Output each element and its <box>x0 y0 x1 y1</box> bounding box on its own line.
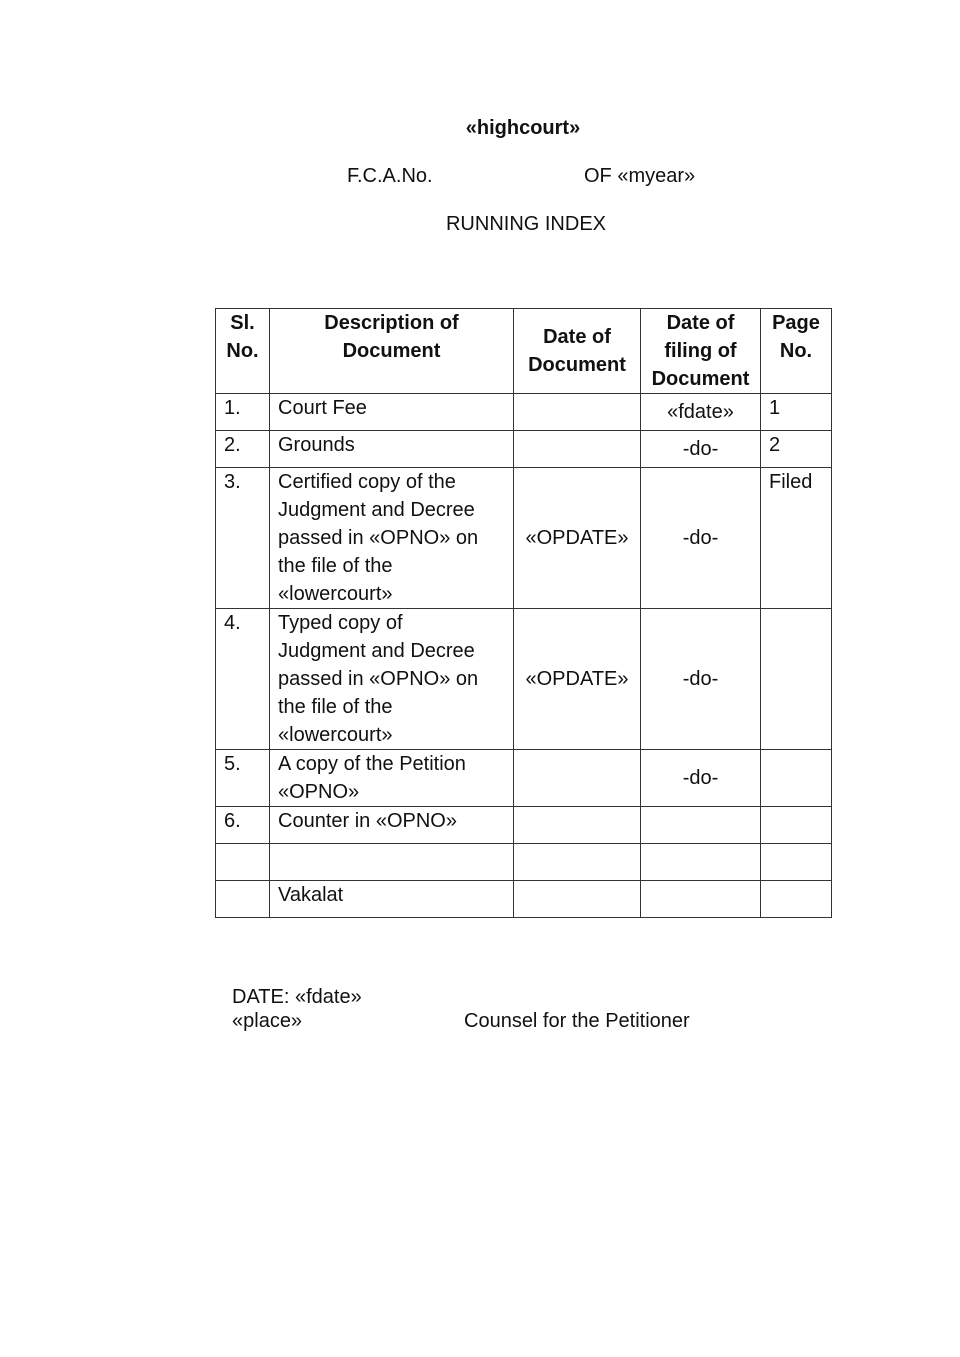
cell-date <box>514 394 641 431</box>
cell-description: Typed copy of Judgment and Decree passed in «OPNO» on the file of the «lowercourt» <box>270 609 514 750</box>
table-row <box>216 881 832 918</box>
document-title: RUNNING INDEX <box>445 213 606 235</box>
cell-page: Filed <box>761 468 832 609</box>
cell-sl: 6. <box>216 807 270 844</box>
table-row <box>216 609 832 750</box>
cell-page <box>761 609 832 750</box>
cell-page <box>761 807 832 844</box>
table-row <box>216 844 832 881</box>
header-page-no: Page No. <box>761 309 832 394</box>
case-year: OF «myear» <box>584 165 696 187</box>
cell-date: «OPDATE» <box>514 468 641 609</box>
cell-sl <box>216 844 270 881</box>
header-sl-no: Sl. No. <box>216 309 270 394</box>
table-row <box>216 807 832 844</box>
cell-sl: 4. <box>216 609 270 750</box>
table-row <box>216 394 832 431</box>
running-index-table <box>215 308 832 918</box>
cell-filing-date <box>641 807 761 844</box>
cell-sl <box>216 881 270 918</box>
signatory-label: Counsel for the Petitioner <box>464 1010 690 1032</box>
cell-page <box>761 750 832 807</box>
table-row <box>216 431 832 468</box>
footer-date: DATE: «fdate» <box>232 986 362 1008</box>
table-row <box>216 750 832 807</box>
cell-filing-date: -do- <box>641 468 761 609</box>
cell-date <box>514 750 641 807</box>
cell-date <box>514 807 641 844</box>
cell-filing-date: -do- <box>641 431 761 468</box>
table-row <box>216 468 832 609</box>
cell-page: 2 <box>761 431 832 468</box>
cell-filing-date <box>641 844 761 881</box>
cell-sl: 1. <box>216 394 270 431</box>
cell-date <box>514 844 641 881</box>
header-date-of-filing: Date of filing of Document <box>641 309 761 394</box>
cell-page <box>761 844 832 881</box>
cell-description: Certified copy of the Judgment and Decree passed in «OPNO» on the file of the «lowercourt» <box>270 468 514 609</box>
cell-description: Counter in «OPNO» <box>270 807 514 844</box>
header-description: Description of Document <box>270 309 514 394</box>
court-name: «highcourt» <box>465 117 581 139</box>
cell-filing-date: -do- <box>641 750 761 807</box>
cell-sl: 3. <box>216 468 270 609</box>
cell-description <box>270 844 514 881</box>
cell-filing-date: -do- <box>641 609 761 750</box>
cell-sl: 5. <box>216 750 270 807</box>
cell-page <box>761 881 832 918</box>
cell-date: «OPDATE» <box>514 609 641 750</box>
cell-date <box>514 881 641 918</box>
case-number-label: F.C.A.No. <box>347 165 433 187</box>
cell-sl: 2. <box>216 431 270 468</box>
cell-description: Court Fee <box>270 394 514 431</box>
footer-place: «place» <box>232 1010 303 1032</box>
header-date-of-document: Date of Document <box>514 309 641 394</box>
cell-filing-date <box>641 881 761 918</box>
cell-date <box>514 431 641 468</box>
cell-description: Grounds <box>270 431 514 468</box>
table-header-row <box>216 309 832 394</box>
cell-description: Vakalat <box>270 881 514 918</box>
cell-page: 1 <box>761 394 832 431</box>
cell-description: A copy of the Petition «OPNO» <box>270 750 514 807</box>
cell-filing-date: «fdate» <box>641 394 761 431</box>
